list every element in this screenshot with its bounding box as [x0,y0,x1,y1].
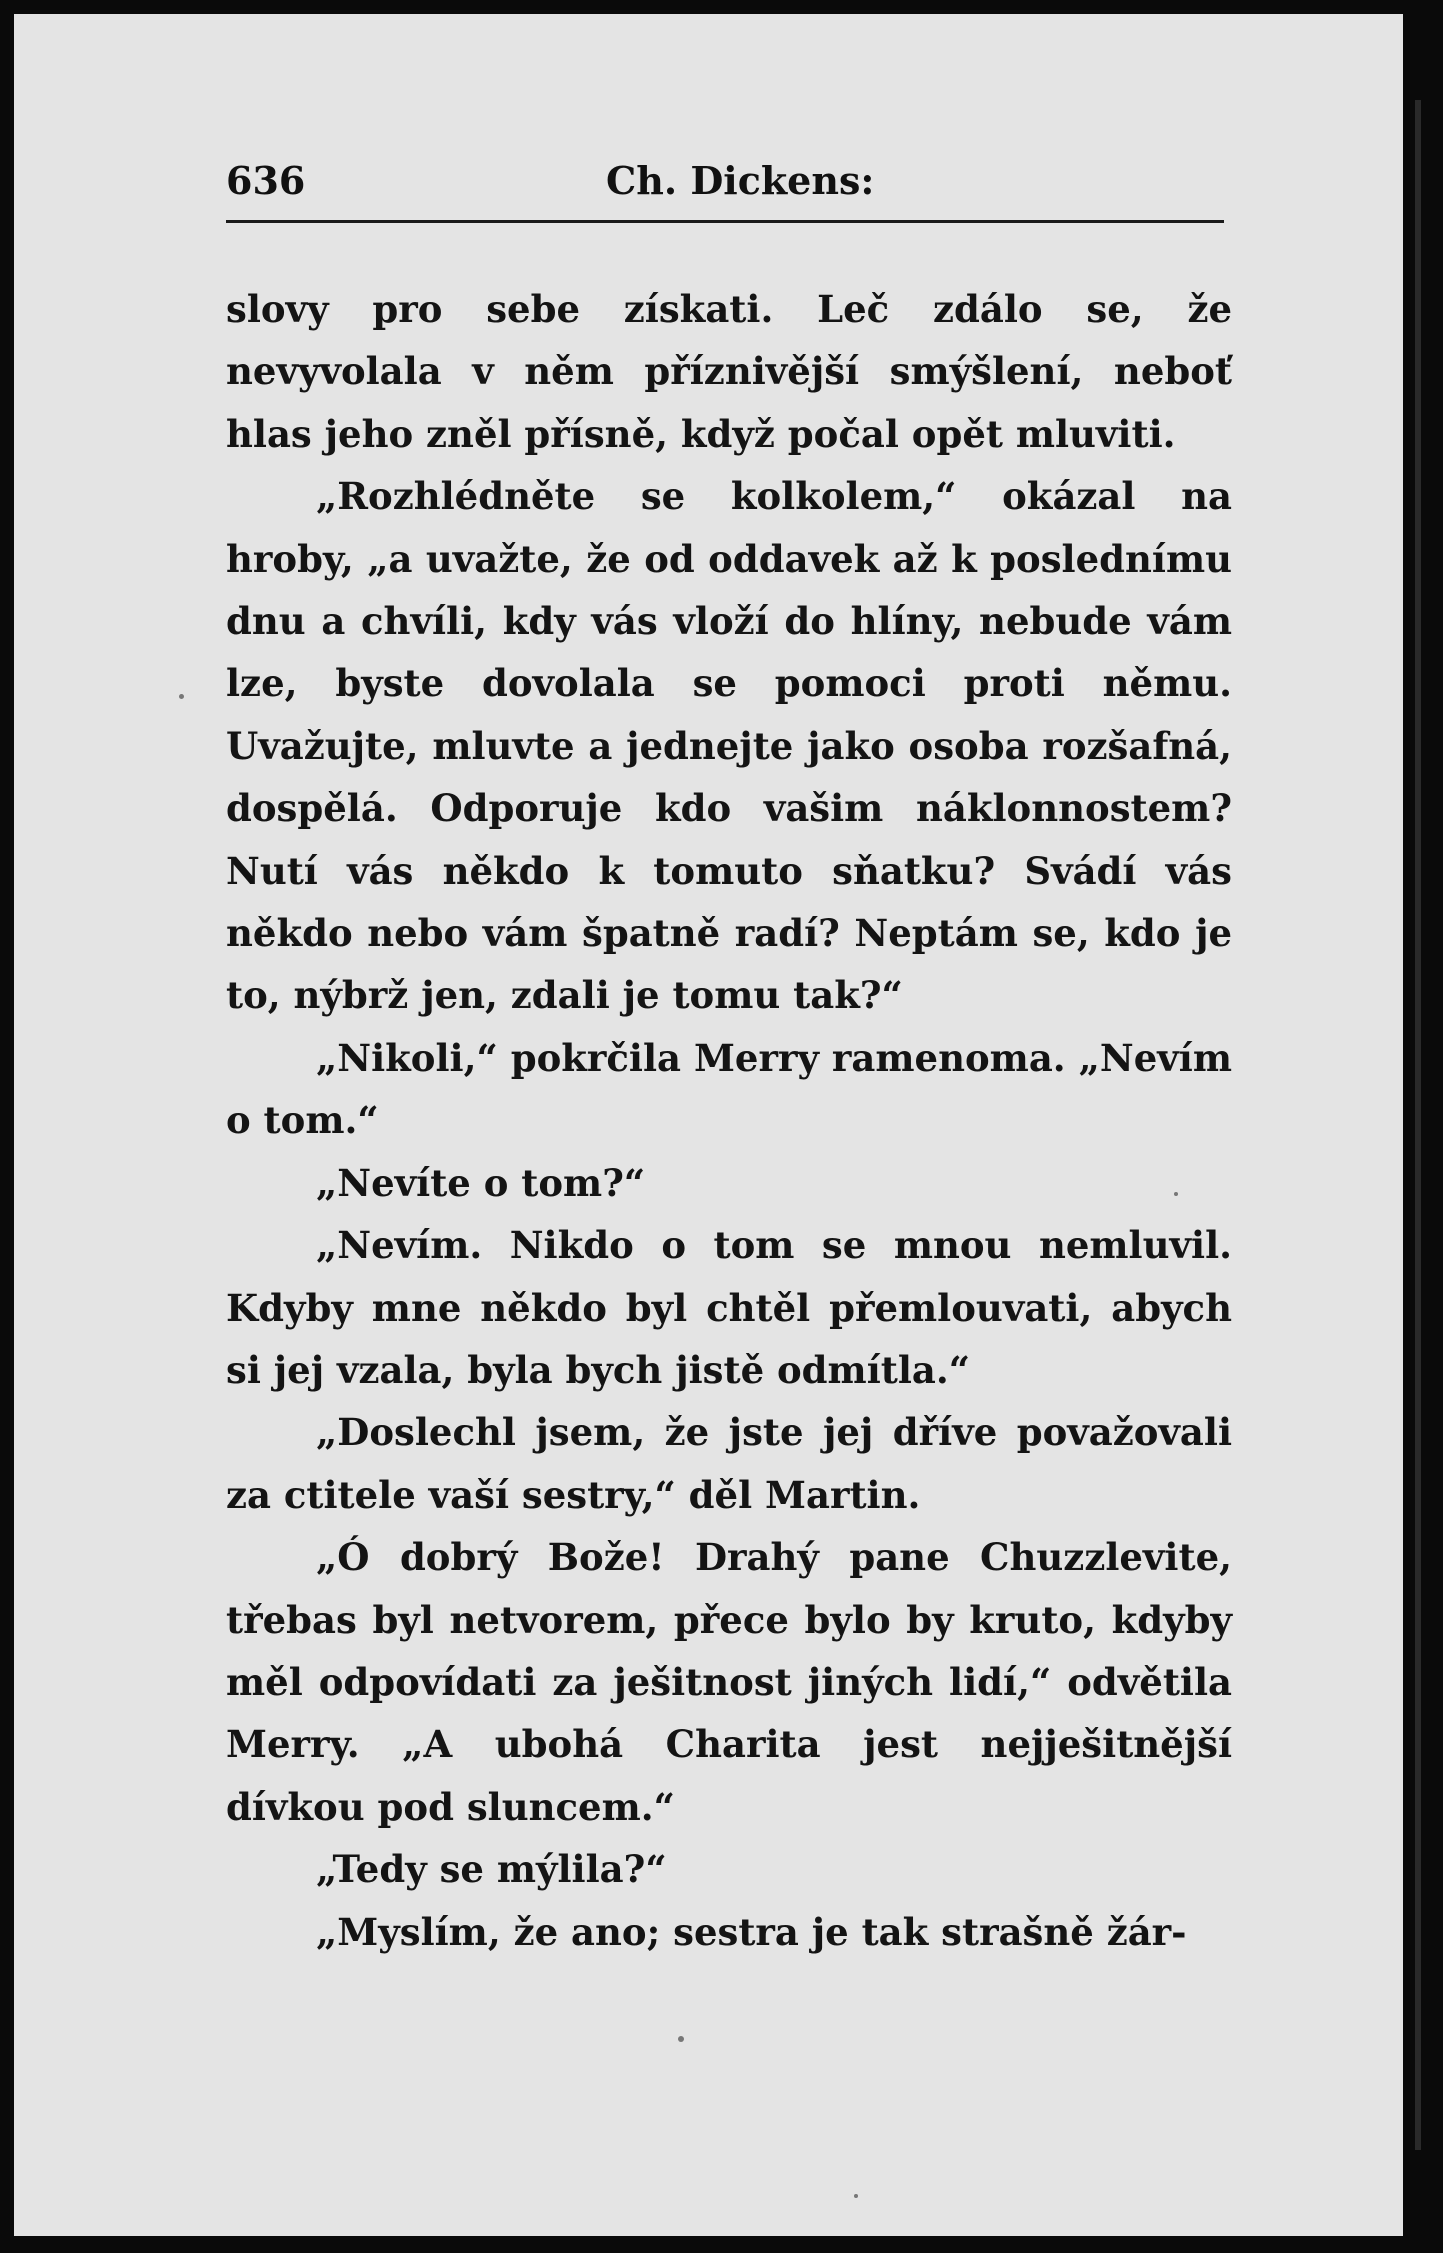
body-text [226,278,1232,1963]
paper-speck [854,2194,858,2198]
paper-speck [179,694,184,699]
paragraph: „Myslím, že ano; sestra je tak strašně žár- [316,1909,1187,1954]
paragraph: „Nikoli,“ pokrčila Merry ramenoma. „Nevím o tom.“ [226,1035,1232,1143]
paragraph: „Nevíte o tom?“ [316,1160,646,1205]
paragraph: „Ó dobrý Bože! Drahý pane Chuzzlevite, třebas byl netvorem, přece bylo by kruto, kdyby měl odpovídati za ješitnost jiných lidí,“ odvětila Merry. „A ubohá Charita jest nejješitnější dívkou pod sluncem.“ [226,1535,1232,1829]
page-header [226,158,1226,218]
book-spine-edge [1403,0,1443,2253]
paper-speck [678,2036,684,2042]
paragraph: „Rozhlédněte se kolkolem,“ okázal na hroby, „a uvažte, že od oddavek až k poslednímu dnu a chvíli, kdy vás vloží do hlíny, nebude vám lze, byste dovolala se pomoci proti němu. Uvažujte, mluvte a jednejte jako osoba rozšafná, dospělá. Odporuje kdo vašim náklonnostem? Nutí vás někdo k tomuto sňatku? Svádí vás někdo nebo vám špatně radí? Neptám se, kdo je to, nýbrž jen, zdali je tomu tak?“ [226,474,1232,1018]
running-head: Ch. Dickens: [606,158,875,203]
paragraph: slovy pro sebe získati. Leč zdálo se, že nevyvolala v něm příznivější smýšlení, neboť hlas jeho zněl přísně, když počal opět mluviti. [226,287,1232,456]
paragraph: „Tedy se mýlila?“ [316,1847,667,1892]
page-number: 636 [226,158,306,203]
header-rule [226,220,1224,223]
paragraph: „Doslechl jsem, že jste jej dříve považovali za ctitele vaší sestry,“ děl Martin. [226,1410,1232,1517]
paragraph: „Nevím. Nikdo o tom se mnou nemluvil. Kdyby mne někdo byl chtěl přemlouvati, abych si jej vzala, byla bych jistě odmítla.“ [226,1223,1232,1392]
spine-highlight [1415,100,1421,2150]
